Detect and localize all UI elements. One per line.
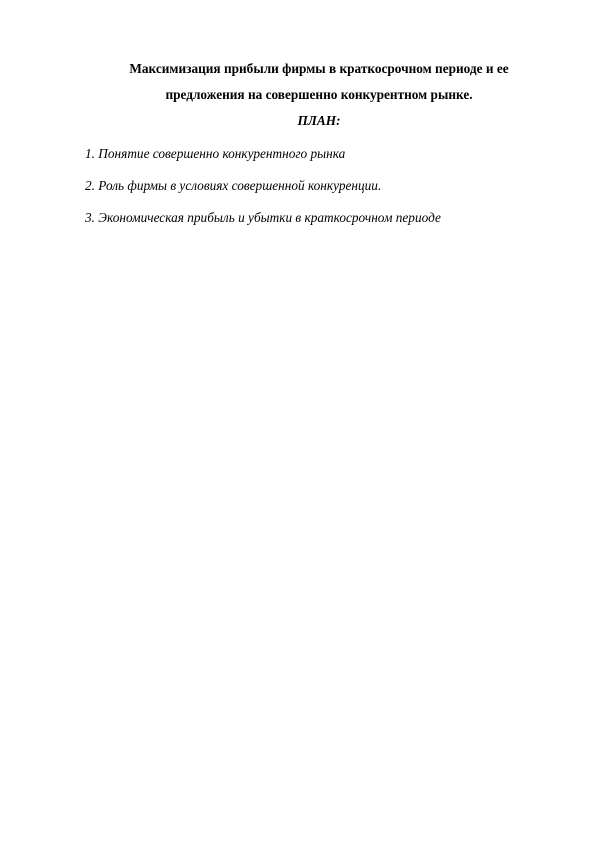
plan-list bbox=[85, 144, 441, 240]
document-title-line-1: Максимизация прибыли фирмы в краткосрочном периоде и ее bbox=[129, 61, 509, 76]
plan-item-2: 2. Роль фирмы в условиях совершенной конкуренции. bbox=[85, 178, 382, 193]
document-title bbox=[60, 56, 578, 108]
plan-heading: ПЛАН: bbox=[297, 113, 341, 128]
plan-item-3: 3. Экономическая прибыль и убытки в краткосрочном периоде bbox=[85, 210, 441, 225]
document-title-line-2: предложения на совершенно конкурентном рынке. bbox=[165, 87, 473, 102]
plan-item-1: 1. Понятие совершенно конкурентного рынка bbox=[85, 146, 346, 161]
